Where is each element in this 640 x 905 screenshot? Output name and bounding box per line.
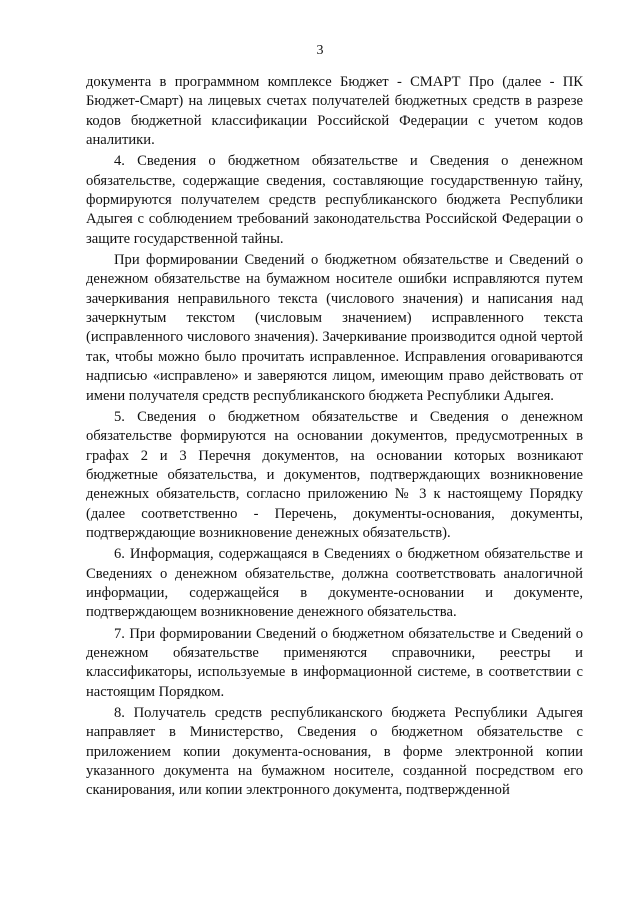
document-body: [86, 73, 583, 801]
paragraph-item-7: 7. При формировании Сведений о бюджетном обязательстве и Сведений о денежном обязательстве применяются справочники, реестры и классификаторы, используемые в информационной системе, в соответствии с настоящим Порядком.: [86, 625, 583, 700]
page-number: 3: [316, 43, 324, 58]
paragraph-item-8: 8. Получатель средств республиканского бюджета Республики Адыгея направляет в Министерство, Сведения о бюджетном обязательстве с приложением копии документа-основания, в форме электронной копии указанного документа на бумажном носителе, созданной посредством его сканирования, или копии электронного документа, подтвержденной: [86, 705, 583, 799]
paragraph-item-4: 4. Сведения о бюджетном обязательстве и Сведения о денежном обязательстве, содержащие сведения, составляющие государственную тайну, формируются получателем средств республиканского бюджета Республики Адыгея с соблюдением требований законодательства Российской Федерации о защите государственной тайны.: [86, 153, 583, 247]
paragraph-item-5: 5. Сведения о бюджетном обязательстве и Сведения о денежном обязательстве формируются на основании документов, предусмотренных в графах 2 и 3 Перечня документов, на основании которых возникают бюджетные обязательства, и документов, подтверждающих возникновение денежных обязательств, согласно приложению № 3 к настоящему Порядку (далее соответственно - Перечень, документы-основания, документы, подтверждающие возникновение денежных обязательств).: [86, 408, 583, 541]
paragraph-continuation: документа в программном комплексе Бюджет - СМАРТ Про (далее - ПК Бюджет-Смарт) на лицевых счетах получателей бюджетных средств в разрезе кодов бюджетной классификации Российской Федерации с учетом кодов аналитики.: [86, 74, 583, 149]
paragraph-item-6: 6. Информация, содержащаяся в Сведениях о бюджетном обязательстве и Сведениях о денежном обязательстве, должна соответствовать аналогичной информации, содержащейся в документе-основании и документе, подтверждающем возникновение денежного обязательства.: [86, 546, 583, 621]
paragraph-corrections: При формировании Сведений о бюджетном обязательстве и Сведений о денежном обязательстве на бумажном носителе ошибки исправляются путем зачеркивания неправильного текста (числового значения) и написания над зачеркнутым текстом (числовым значением) исправленного текста (исправленного числового значения). Зачеркивание производится одной чертой так, чтобы можно было прочитать исправленное. Исправления оговариваются надписью «исправлено» и заверяются лицом, имеющим право действовать от имени получателя средств республиканского бюджета Республики Адыгея.: [86, 252, 583, 404]
